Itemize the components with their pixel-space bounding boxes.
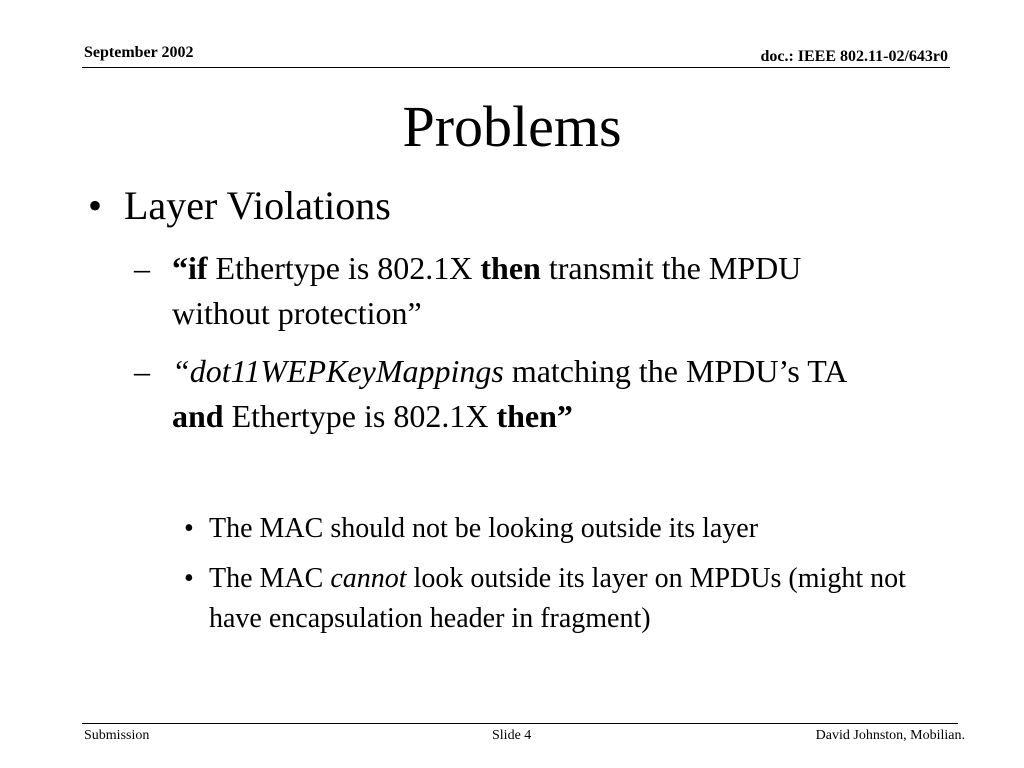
footer-divider: [82, 723, 958, 724]
header-date: September 2002: [84, 44, 194, 61]
sub-item-text: [209, 559, 944, 639]
bold-then: then”: [496, 398, 573, 434]
sub-item-cannot-look: [184, 559, 944, 639]
text-segment: look outside its layer on MPDUs (might not have encapsulation header in fragment): [209, 563, 906, 634]
text-segment: The MAC: [209, 563, 331, 594]
italic-cannot: cannot: [330, 563, 407, 594]
sub-item-text: [209, 509, 944, 549]
text-segment: transmit the MPDU without protection”: [172, 250, 802, 331]
bold-and: and: [172, 398, 224, 434]
bullet-text: Layer Violations: [124, 183, 391, 228]
bullet-marker: •: [88, 183, 103, 228]
sub-bullet-marker: •: [184, 563, 194, 594]
footer-submission: Submission: [84, 728, 150, 743]
bullet-layer-violations: [88, 182, 391, 230]
text-segment: Ethertype is 802.1X: [207, 250, 481, 286]
bold-then: then: [480, 250, 541, 286]
header-doc-id: doc.: IEEE 802.11-02/643r0: [760, 48, 948, 65]
header-divider: [82, 67, 950, 68]
dash-marker: –: [134, 250, 150, 286]
footer-slide-number: Slide 4: [492, 728, 532, 743]
sub-item-should-not-look: [184, 509, 944, 549]
dash-item-text: [172, 349, 894, 439]
text-segment: Ethertype is 802.1X: [223, 398, 497, 434]
slide-title: Problems: [402, 94, 622, 159]
text-segment: The MAC should not be looking outside its layer: [209, 513, 759, 544]
italic-key-mappings: “dot11WEPKeyMappings: [172, 353, 504, 389]
dash-marker: –: [134, 353, 150, 389]
text-segment: matching the MPDU’s TA: [503, 353, 846, 389]
dash-item-key-mappings: [134, 349, 894, 439]
footer-author: David Johnston, Mobilian.: [815, 728, 965, 743]
bold-if: “if: [172, 250, 208, 286]
sub-bullet-marker: •: [184, 513, 194, 544]
dash-item-if-ethertype: [134, 246, 894, 336]
dash-item-text: [172, 246, 894, 336]
